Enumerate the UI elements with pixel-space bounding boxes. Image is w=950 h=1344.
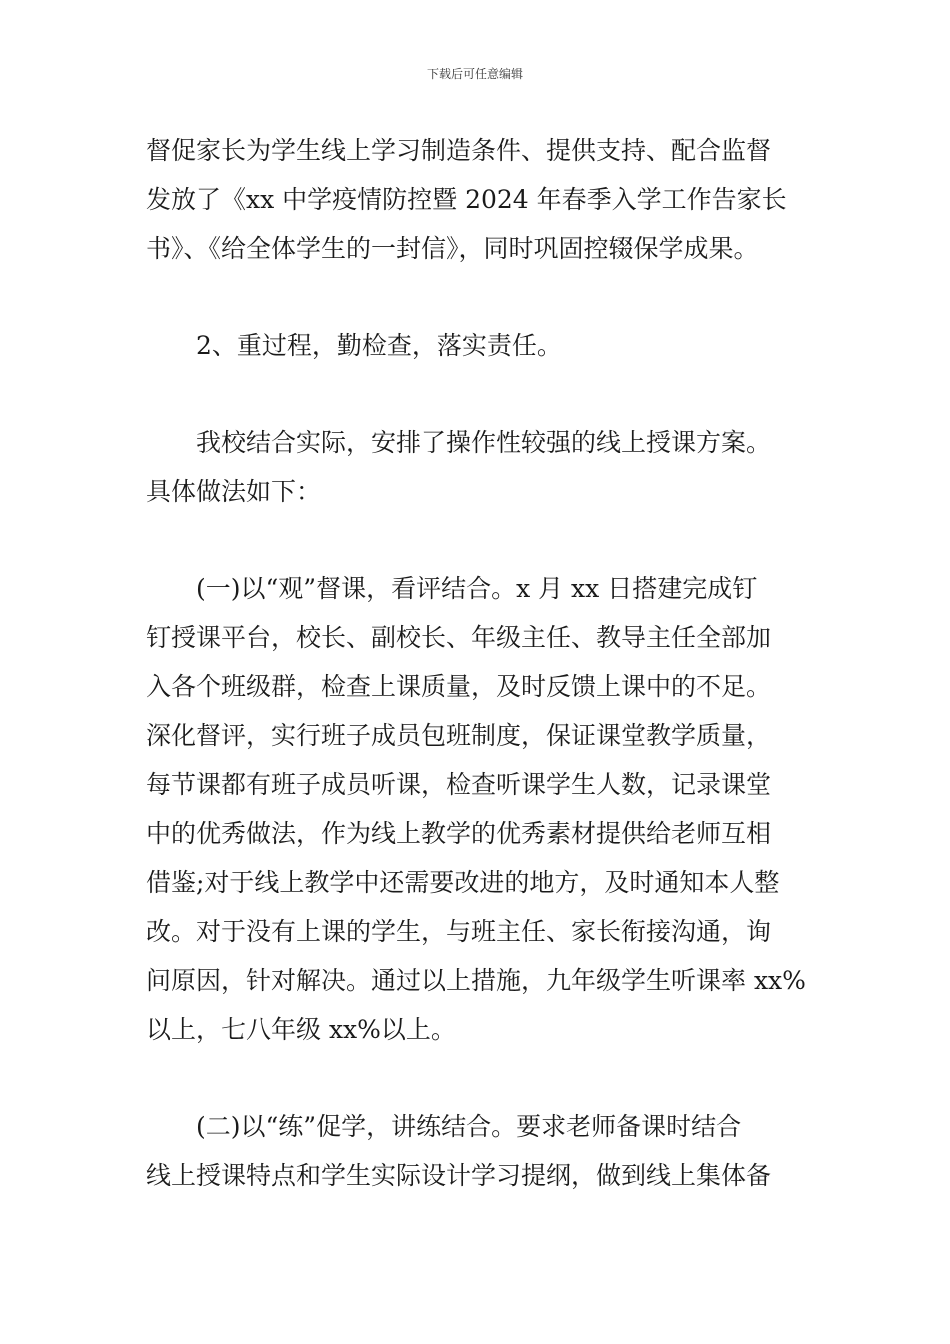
text-line: 问原因，针对解决。通过以上措施，九年级学生听课率 xx%: [146, 966, 806, 995]
text-line: 借鉴;对于线上教学中还需要改进的地方，及时通知本人整: [146, 868, 780, 897]
section-heading: [146, 321, 810, 370]
text-line: 入各个班级群，检查上课质量，及时反馈上课中的不足。: [146, 672, 772, 701]
paragraph: [146, 418, 810, 516]
text-line: 我校结合实际，安排了操作性较强的线上授课方案。: [196, 428, 772, 457]
page-header: 下载后可任意编辑: [426, 67, 523, 81]
text-line: 线上授课特点和学生实际设计学习提纲，做到线上集体备: [146, 1161, 772, 1190]
text-line: 中的优秀做法，作为线上教学的优秀素材提供给老师互相: [146, 819, 772, 848]
paragraph: [146, 1102, 810, 1200]
text-line: 每节课都有班子成员听课，检查听课学生人数，记录课堂: [146, 770, 772, 799]
text-line: 深化督评，实行班子成员包班制度，保证课堂教学质量，: [146, 721, 772, 750]
text-line: 发放了《xx 中学疫情防控暨 2024 年春季入学工作告家长: [146, 185, 787, 214]
text-line: 钉授课平台，校长、副校长、年级主任、教导主任全部加: [146, 623, 772, 652]
paragraph: [146, 564, 810, 1054]
text-line: 2、重过程，勤检查，落实责任。: [196, 331, 562, 360]
text-line: 以上，七八年级 xx%以上。: [146, 1015, 456, 1044]
text-line: 书》、《给全体学生的一封信》，同时巩固控辍保学成果。: [146, 234, 759, 263]
text-line: 督促家长为学生线上学习制造条件、提供支持、配合监督: [146, 136, 772, 165]
document-body: [146, 126, 810, 1200]
text-line: (二)以“练”促学，讲练结合。要求老师备课时结合: [196, 1112, 742, 1141]
paragraph: [146, 126, 810, 273]
text-line: 改。对于没有上课的学生，与班主任、家长衔接沟通，询: [146, 917, 772, 946]
text-line: (一)以“观”督课，看评结合。x 月 xx 日搭建完成钉: [196, 574, 758, 603]
text-line: 具体做法如下：: [146, 477, 322, 506]
